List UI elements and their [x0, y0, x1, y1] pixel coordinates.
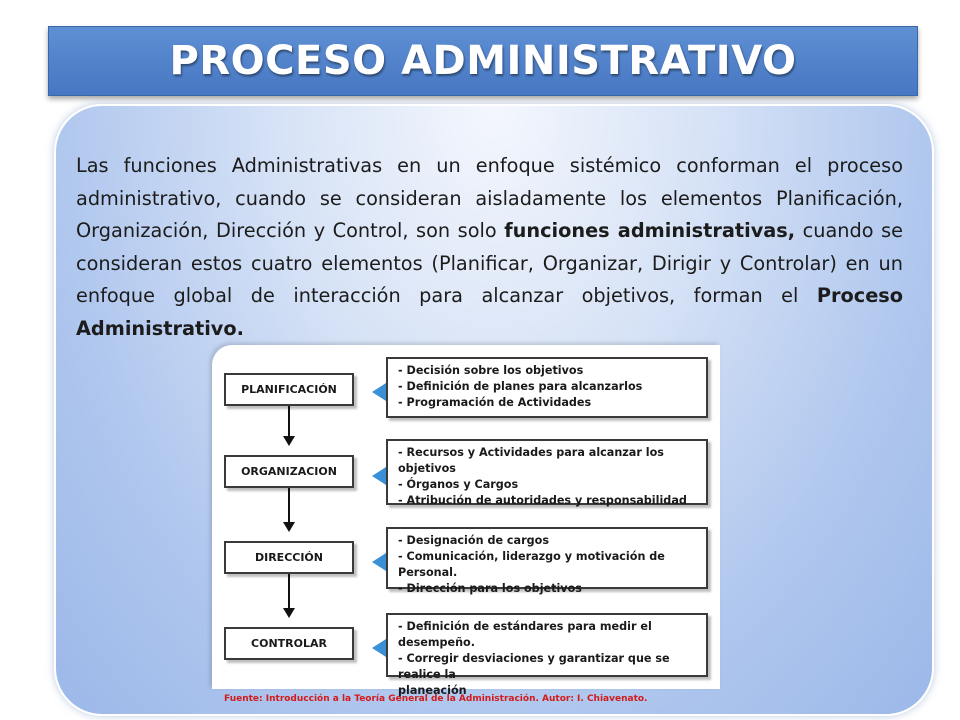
desc-item: - Atribución de autoridades y responsabilidad	[398, 494, 687, 507]
callout-arrow	[372, 553, 386, 571]
process-diagram	[212, 345, 720, 697]
desc-box-controlar	[386, 613, 708, 697]
flow-arrow-line	[288, 488, 290, 522]
desc-box-direccion	[386, 527, 708, 595]
desc-item: - Comunicación, liderazgo y motivación de Personal.	[398, 550, 665, 579]
desc-item: - Definición de estándares para medir el desempeño.	[398, 620, 652, 649]
desc-item: - Programación de Actividades	[398, 396, 592, 409]
step-box-planificacion: PLANIFICACIÓN	[224, 373, 354, 406]
desc-item: - Órganos y Cargos	[398, 478, 519, 491]
source-citation: Fuente: Introducción a la Teoría General de la Administración. Autor: I. Chiavenato.	[224, 694, 648, 704]
flow-arrow-line	[288, 574, 290, 608]
desc-item: - Designación de cargos	[398, 534, 549, 547]
desc-item: - Recursos y Actividades para alcanzar los objetivos	[398, 446, 664, 475]
desc-item: planeación	[398, 684, 467, 697]
callout-arrow	[372, 467, 386, 485]
desc-box-planificacion	[386, 357, 708, 418]
paragraph-text-1: Las funciones Administrativas en un enfoque sistémico conforman el proceso administrativo, cuando se consideran aisladamente los elementos Planificación, Organización, Dirección y Control, son solo	[76, 154, 903, 242]
paragraph-bold-2: Proceso Administrativo.	[76, 284, 903, 340]
desc-item: - Decisión sobre los objetivos	[398, 364, 584, 377]
flow-arrow-line	[288, 406, 290, 436]
page-title: PROCESO ADMINISTRATIVO	[169, 38, 797, 84]
callout-arrow	[372, 639, 386, 657]
desc-item: - Dirección para los objetivos	[398, 582, 582, 595]
title-banner	[48, 26, 918, 96]
step-box-organizacion: ORGANIZACION	[224, 455, 354, 488]
desc-item: - Definición de planes para alcanzarlos	[398, 380, 643, 393]
desc-box-organizacion	[386, 439, 708, 505]
arrow-down-icon	[283, 436, 295, 446]
callout-arrow	[372, 383, 386, 401]
desc-item: - Corregir desviaciones y garantizar que se realice la	[398, 652, 670, 681]
intro-paragraph	[76, 150, 903, 345]
paragraph-bold-1: funciones administrativas,	[504, 219, 796, 242]
step-box-controlar: CONTROLAR	[224, 627, 354, 660]
arrow-down-icon	[283, 608, 295, 618]
paragraph-text-2: cuando se consideran estos cuatro elementos (Planificar, Organizar, Dirigir y Controlar) en un enfoque global de interacción para alcanzar objetivos, forman el	[76, 219, 904, 307]
arrow-down-icon	[283, 522, 295, 532]
step-box-direccion: DIRECCIÓN	[224, 541, 354, 574]
